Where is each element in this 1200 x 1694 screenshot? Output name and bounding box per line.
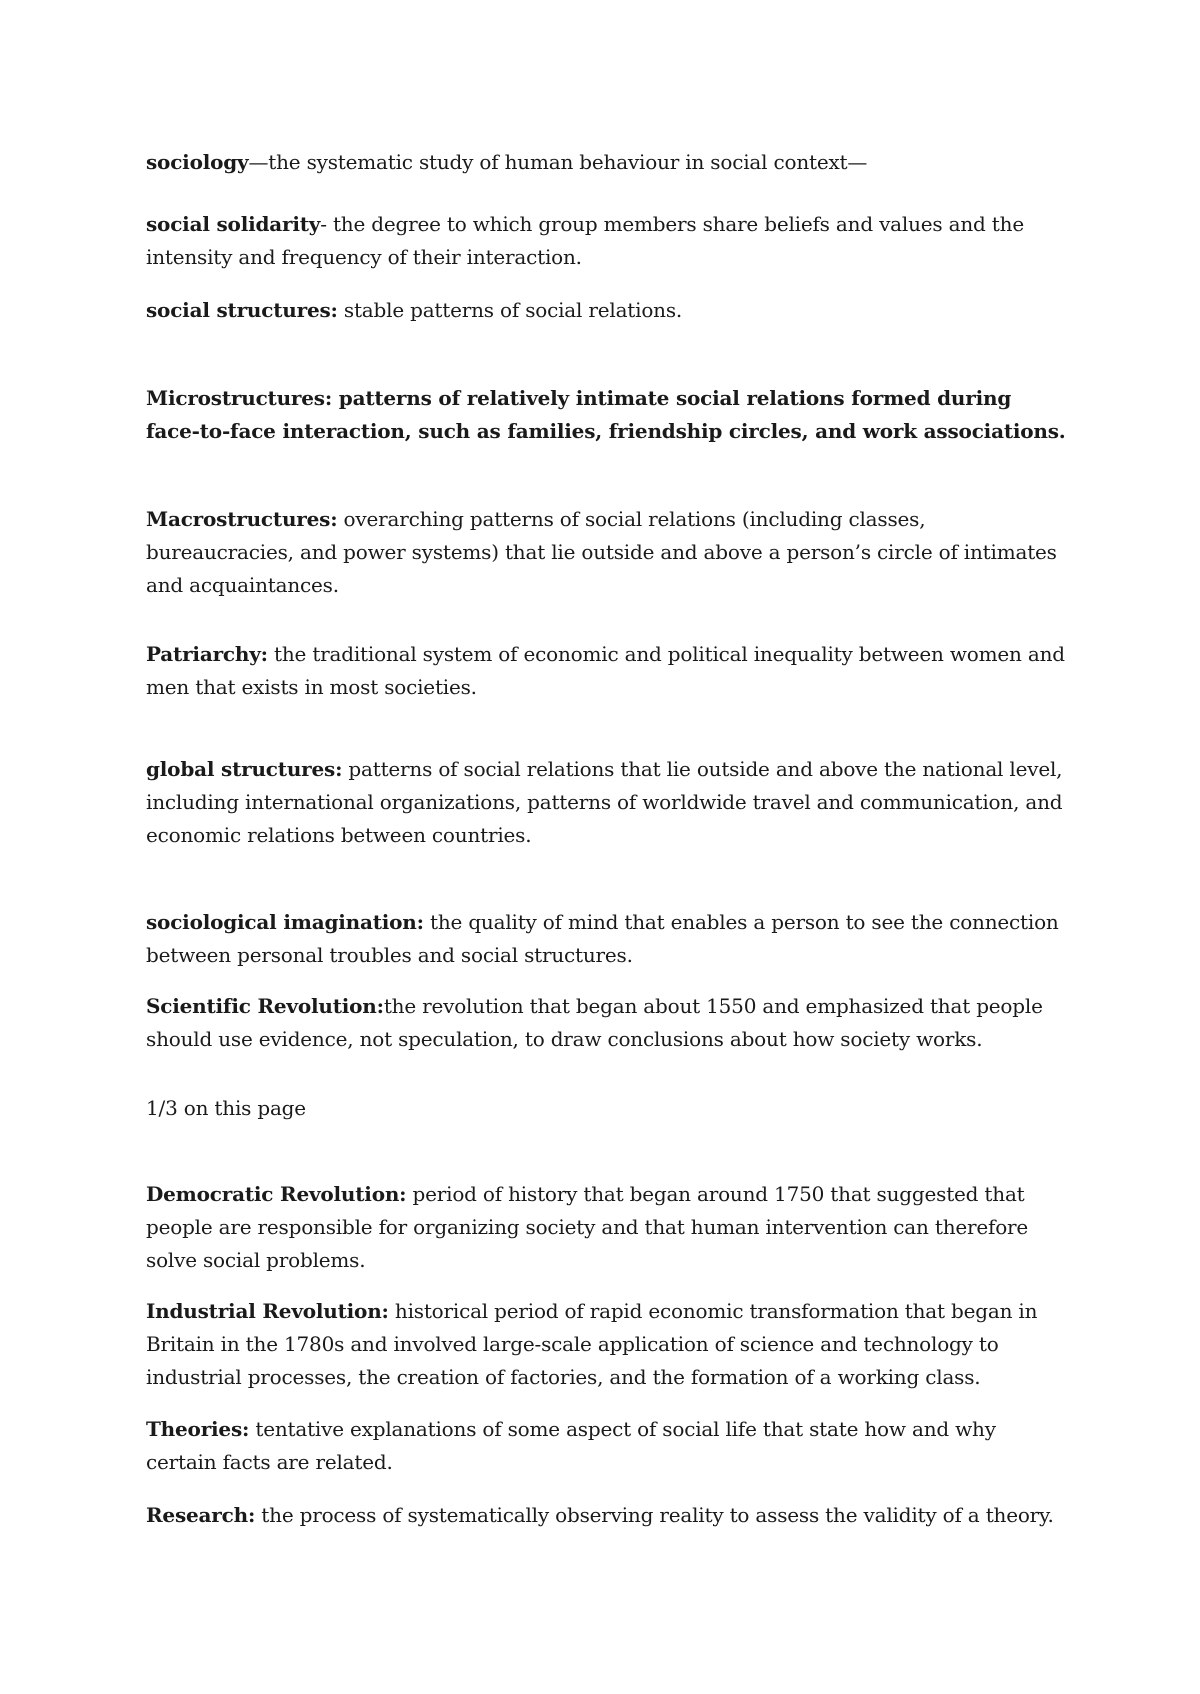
term: Microstructures: patterns of relatively intimate social relations formed during face-to-face interaction, such as families, friendship circles, and work associations.	[146, 386, 1066, 443]
entry-scientific-revolution	[146, 990, 1066, 1056]
entry-social-solidarity	[146, 208, 1066, 274]
term: Industrial Revolution:	[146, 1299, 389, 1323]
term: Democratic Revolution:	[146, 1182, 407, 1206]
term: Patriarchy:	[146, 642, 268, 666]
term: sociological imagination:	[146, 910, 424, 934]
definition: —the systematic study of human behaviour in social context—	[248, 150, 868, 174]
entry-research	[146, 1499, 1066, 1532]
definition: the revolution that began about 1550 and emphasized that people should use evidence, not speculation, to draw conclusions about how society works.	[146, 994, 1043, 1051]
entry-patriarchy	[146, 638, 1066, 704]
term: global structures:	[146, 757, 343, 781]
definition: the quality of mind that enables a person to see the connection between personal troubles and social structures.	[146, 910, 1059, 967]
entry-sociology	[146, 146, 1066, 179]
definition: the traditional system of economic and political inequality between women and men that exists in most societies.	[146, 642, 1065, 699]
entry-microstructures	[146, 382, 1066, 448]
definition: 1/3 on this page	[146, 1096, 306, 1120]
entry-industrial-revolution	[146, 1295, 1066, 1394]
entry-theories	[146, 1413, 1066, 1479]
term: sociology	[146, 150, 249, 174]
definition: stable patterns of social relations.	[337, 298, 683, 322]
term: Theories:	[146, 1417, 250, 1441]
note-page-fraction	[146, 1092, 1066, 1125]
definition: - the degree to which group members share beliefs and values and the intensity and frequency of their interaction.	[146, 212, 1024, 269]
term: social structures:	[146, 298, 338, 322]
entry-social-structures	[146, 294, 1066, 327]
entry-sociological-imagination	[146, 906, 1066, 972]
definition: the process of systematically observing reality to assess the validity of a theory.	[255, 1503, 1054, 1527]
definition: overarching patterns of social relations (including classes, bureaucracies, and power systems) that lie outside and above a person’s circle of intimates and acquaintances.	[146, 507, 1057, 597]
definition: patterns of social relations that lie outside and above the national level, including international organizations, patterns of worldwide travel and communication, and economic relations between countries.	[146, 757, 1063, 847]
entry-democratic-revolution	[146, 1178, 1066, 1277]
definition: historical period of rapid economic transformation that began in Britain in the 1780s and involved large-scale application of science and technology to industrial processes, the creation of factories, and the formation of a working class.	[146, 1299, 1038, 1389]
definition: tentative explanations of some aspect of social life that state how and why certain facts are related.	[146, 1417, 996, 1474]
term: Scientific Revolution:	[146, 994, 384, 1018]
entry-macrostructures	[146, 503, 1066, 602]
definition: period of history that began around 1750 that suggested that people are responsible for organizing society and that human intervention can therefore solve social problems.	[146, 1182, 1029, 1272]
term: social solidarity	[146, 212, 321, 236]
term: Macrostructures:	[146, 507, 338, 531]
entry-global-structures	[146, 753, 1066, 852]
term: Research:	[146, 1503, 256, 1527]
